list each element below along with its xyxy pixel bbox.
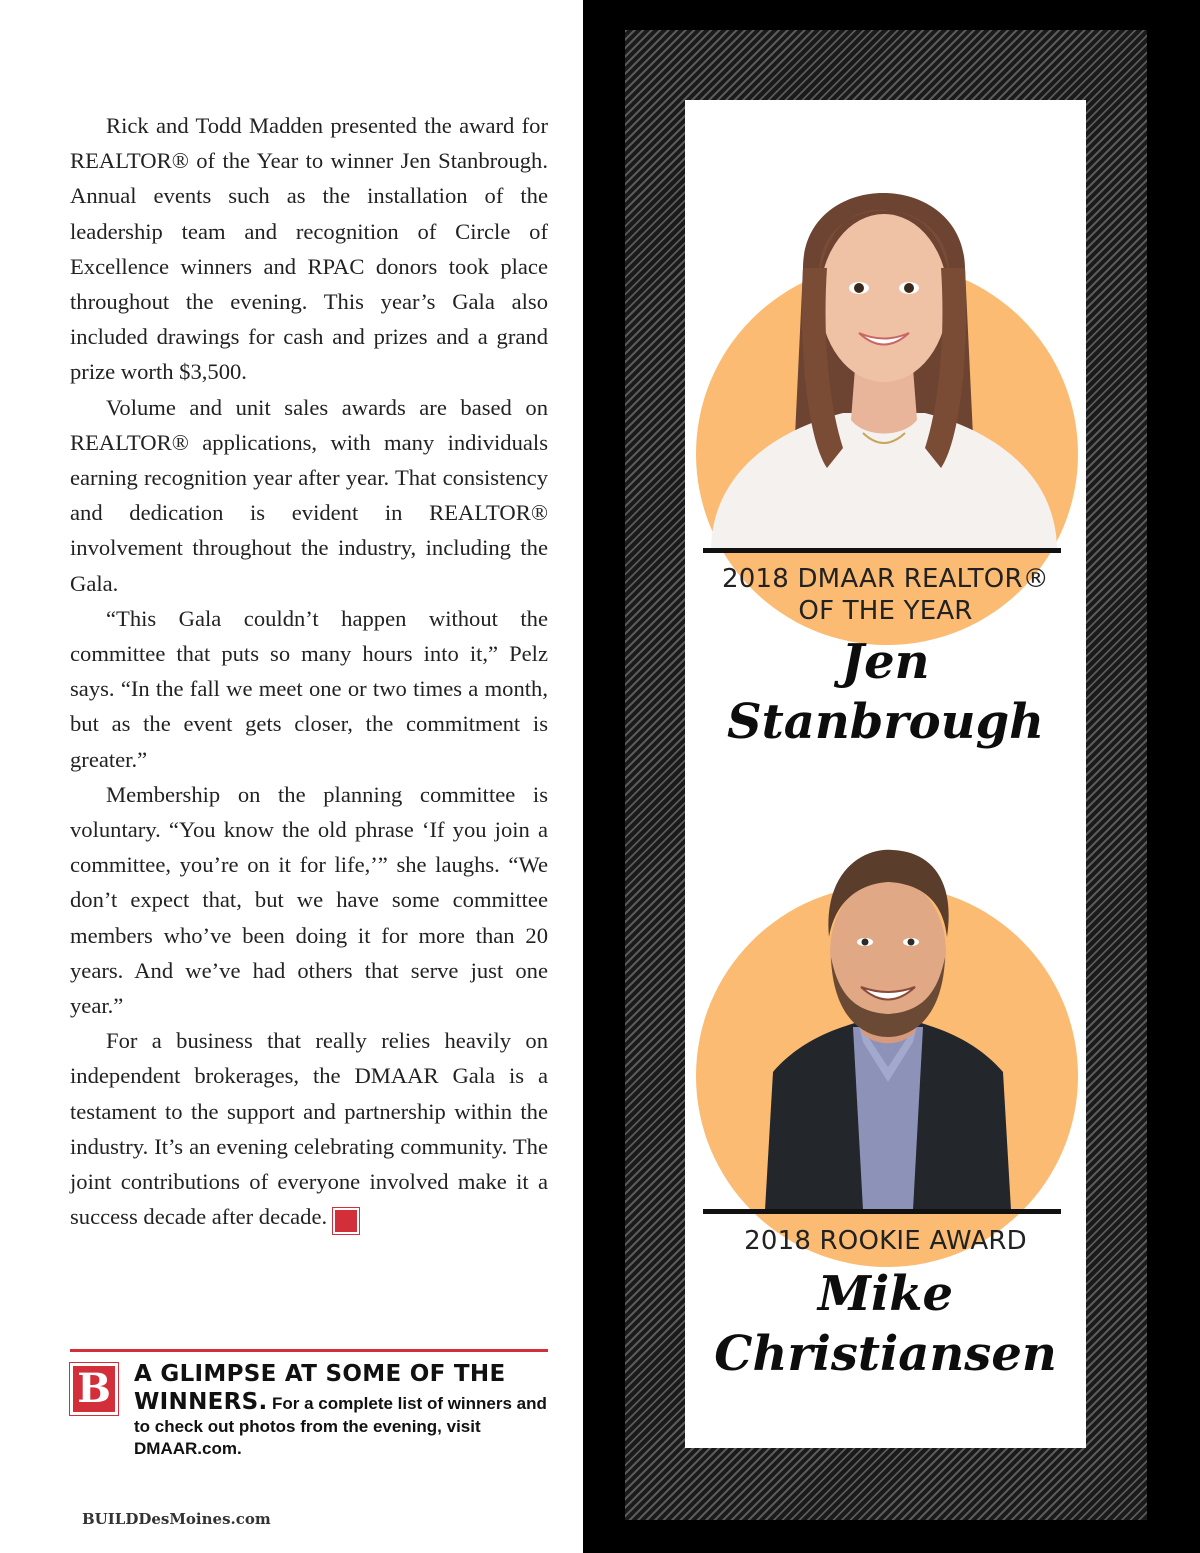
build-logo: B [70,1363,118,1415]
winner-first-name-2: Mike [817,1266,954,1322]
award-divider-1 [703,548,1061,553]
article-paragraph-text: For a business that really relies heavily on independent brokerages, the DMAAR Gala is a testament to the support and partnership within the industry. It’s an evening celebrating community. The joint contributions of everyone involved make it a success decade after decade. [70,1028,548,1230]
winner-photo-jen [703,148,1065,548]
winner-name-2 [685,1264,1086,1384]
footer-url: BUILDDesMoines.com [82,1510,271,1528]
callout-box [134,1360,548,1460]
callout-heading-line1: A GLIMPSE AT SOME OF THE [134,1361,506,1387]
winner-name-1 [685,632,1086,752]
article-column [0,0,583,1553]
award-title-2 [685,1225,1086,1257]
end-mark-logo: B [333,1208,359,1234]
award-divider-2 [703,1209,1061,1214]
article-paragraph [70,1023,548,1234]
callout-heading-line2: WINNERS. [134,1389,268,1415]
article-paragraph: Volume and unit sales awards are based on REALTOR® applications, with many individuals earning recognition year after year. That consistency and dedication is evident in REALTOR® involvement throughout the industry, including the Gala. [70,394,548,596]
award-title-2-line1: 2018 ROOKIE AWARD [744,1226,1027,1256]
winner-first-name-1: Jen [841,634,930,690]
winner-last-name-2: Christiansen [714,1326,1057,1382]
award-title-1 [685,563,1086,627]
callout-body-text: For a complete list of winners and to check out photos from the evening, visit DMAAR.com. [134,1394,547,1458]
callout-divider [70,1349,548,1352]
winner-last-name-1: Stanbrough [726,694,1045,750]
award-title-1-line1: 2018 DMAAR REALTOR® [722,564,1049,594]
award-title-1-line2: OF THE YEAR [798,596,973,626]
article-body [70,108,548,1235]
article-paragraph: Membership on the planning committee is voluntary. “You know the old phrase ‘If you join a committee, you’re on it for life,’” she laughs. “We don’t expect that, but we have some committee members who’ve been doing it for more than 20 years. And we’ve had others that serve just one year.” [70,781,548,1019]
awards-panel [583,0,1200,1553]
article-paragraph: Rick and Todd Madden presented the award for REALTOR® of the Year to winner Jen Stanbrough. Annual events such as the installation of the leadership team and recognition of Circle of Excellence winners and RPAC donors took place throughout the evening. This year’s Gala also included drawings for cash and prizes and a grand prize worth $3,500. [70,113,548,385]
callout-body-block [134,1388,548,1460]
article-paragraph: “This Gala couldn’t happen without the committee that puts so many hours into it,” Pelz says. “In the fall we meet one or two times a month, but as the event gets closer, the commitment is greater.” [70,605,548,772]
winner-photo-mike [763,842,1013,1210]
